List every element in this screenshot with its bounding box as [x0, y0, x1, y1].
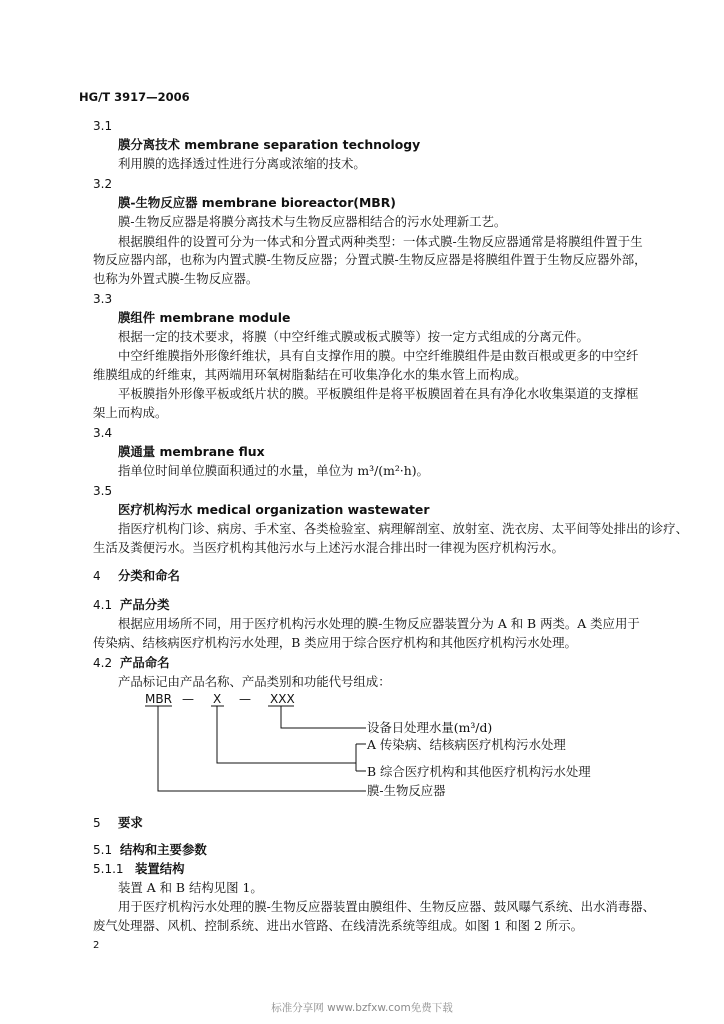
- paragraph-line: 生活及粪便污水。当医疗机构其他污水与上述污水混合排出时一律视为医疗机构污水。: [93, 540, 564, 555]
- clause-number-3-5: 3.5: [93, 484, 113, 498]
- term-definition-3-5: 指医疗机构门诊、病房、手术室、各类检验室、病理解剖室、放射室、洗衣房、太平间等处排出的诊疗、: [118, 521, 688, 536]
- paragraph-line: 产品标记由产品名称、产品类别和功能代号组成：: [118, 674, 391, 689]
- clause-number-4-2: 4.2: [93, 656, 113, 670]
- term-title-3-1: 膜分离技术 membrane separation technology: [118, 137, 421, 152]
- term-definition-3-4: 指单位时间单位膜面积通过的水量，单位为 m³/(m²·h)。: [118, 463, 429, 478]
- clause-number-4-1: 4.1: [93, 598, 113, 612]
- download-watermark-footer: 标准分享网 www.bzfxw.com免费下载: [271, 1002, 453, 1014]
- clause-title-4-2: 产品命名: [120, 655, 170, 670]
- term-title-3-4: 膜通量 membrane flux: [118, 444, 265, 459]
- term-definition-3-2: 膜-生物反应器是将膜分离技术与生物反应器相结合的污水处理新工艺。: [118, 214, 507, 229]
- clause-number-3-3: 3.3: [93, 292, 113, 306]
- label-class-b: B 综合医疗机构和其他医疗机构污水处理: [367, 764, 591, 779]
- code-dash-2: —: [239, 692, 251, 706]
- paragraph-line: 废气处理器、风机、控制系统、进出水管路、在线清洗系统等组成。如图 1 和图 2 所示。: [93, 918, 583, 933]
- code-mbr: MBR: [145, 692, 172, 706]
- clause-number-3-2: 3.2: [93, 177, 113, 191]
- page-number: 2: [93, 940, 100, 951]
- label-daily-capacity: 设备日处理水量(m³/d): [367, 720, 493, 735]
- paragraph-line: 根据应用场所不同，用于医疗机构污水处理的膜-生物反应器装置分为 A 和 B 两类。A 类应用于: [118, 616, 640, 631]
- clause-title-4-1: 产品分类: [120, 597, 170, 612]
- section-number-4: 4: [93, 569, 101, 583]
- label-product-name: 膜-生物反应器: [367, 783, 446, 798]
- standard-header: HG/T 3917—2006: [79, 90, 190, 104]
- section-title-4: 分类和命名: [118, 568, 180, 583]
- section-title-5: 要求: [118, 815, 143, 830]
- code-x: X: [213, 692, 222, 706]
- label-class-a: A 传染病、结核病医疗机构污水处理: [367, 737, 566, 752]
- term-title-3-5: 医疗机构污水 medical organization wastewater: [118, 502, 430, 517]
- clause-title-5-1-1: 装置结构: [135, 861, 185, 876]
- section-number-5: 5: [93, 816, 101, 830]
- paragraph-line: 平板膜指外形像平板或纸片状的膜。平板膜组件是将平板膜固着在具有净化水收集渠道的支撑框: [118, 386, 639, 401]
- paragraph-line: 架上而构成。: [93, 405, 168, 420]
- clause-number-3-1: 3.1: [93, 119, 113, 133]
- clause-number-3-4: 3.4: [93, 426, 113, 440]
- code-dash-1: —: [182, 692, 194, 706]
- paragraph-line: 根据膜组件的设置可分为一体式和分置式两种类型：一体式膜-生物反应器通常是将膜组件置于生: [118, 234, 643, 249]
- term-title-3-3: 膜组件 membrane module: [118, 310, 291, 325]
- paragraph-line: 中空纤维膜指外形像纤维状，具有自支撑作用的膜。中空纤维膜组件是由数百根或更多的中空纤: [118, 348, 639, 363]
- clause-title-5-1: 结构和主要参数: [120, 842, 207, 857]
- clause-number-5-1: 5.1: [93, 843, 113, 857]
- paragraph-line: 也称为外置式膜-生物反应器。: [93, 271, 259, 286]
- paragraph-line: 维膜组成的纤维束，其两端用环氧树脂黏结在可收集净化水的集水管上而构成。: [93, 367, 527, 382]
- code-xxx: XXX: [270, 692, 295, 706]
- clause-number-5-1-1: 5.1.1: [93, 862, 124, 876]
- term-definition-3-1: 利用膜的选择透过性进行分离或浓缩的技术。: [118, 156, 366, 171]
- term-definition-3-3: 根据一定的技术要求，将膜（中空纤维式膜或板式膜等）按一定方式组成的分离元件。: [118, 329, 589, 344]
- paragraph-line: 物反应器内部，也称为内置式膜-生物反应器；分置式膜-生物反应器是将膜组件置于生物反应器外部，: [93, 252, 647, 267]
- paragraph-line: 用于医疗机构污水处理的膜-生物反应器装置由膜组件、生物反应器、鼓风曝气系统、出水消毒器、: [118, 899, 655, 914]
- paragraph-line: 传染病、结核病医疗机构污水处理，B 类应用于综合医疗机构和其他医疗机构污水处理。: [93, 635, 577, 650]
- paragraph-line: 装置 A 和 B 结构见图 1。: [118, 880, 263, 895]
- term-title-3-2: 膜-生物反应器 membrane bioreactor(MBR): [118, 195, 396, 210]
